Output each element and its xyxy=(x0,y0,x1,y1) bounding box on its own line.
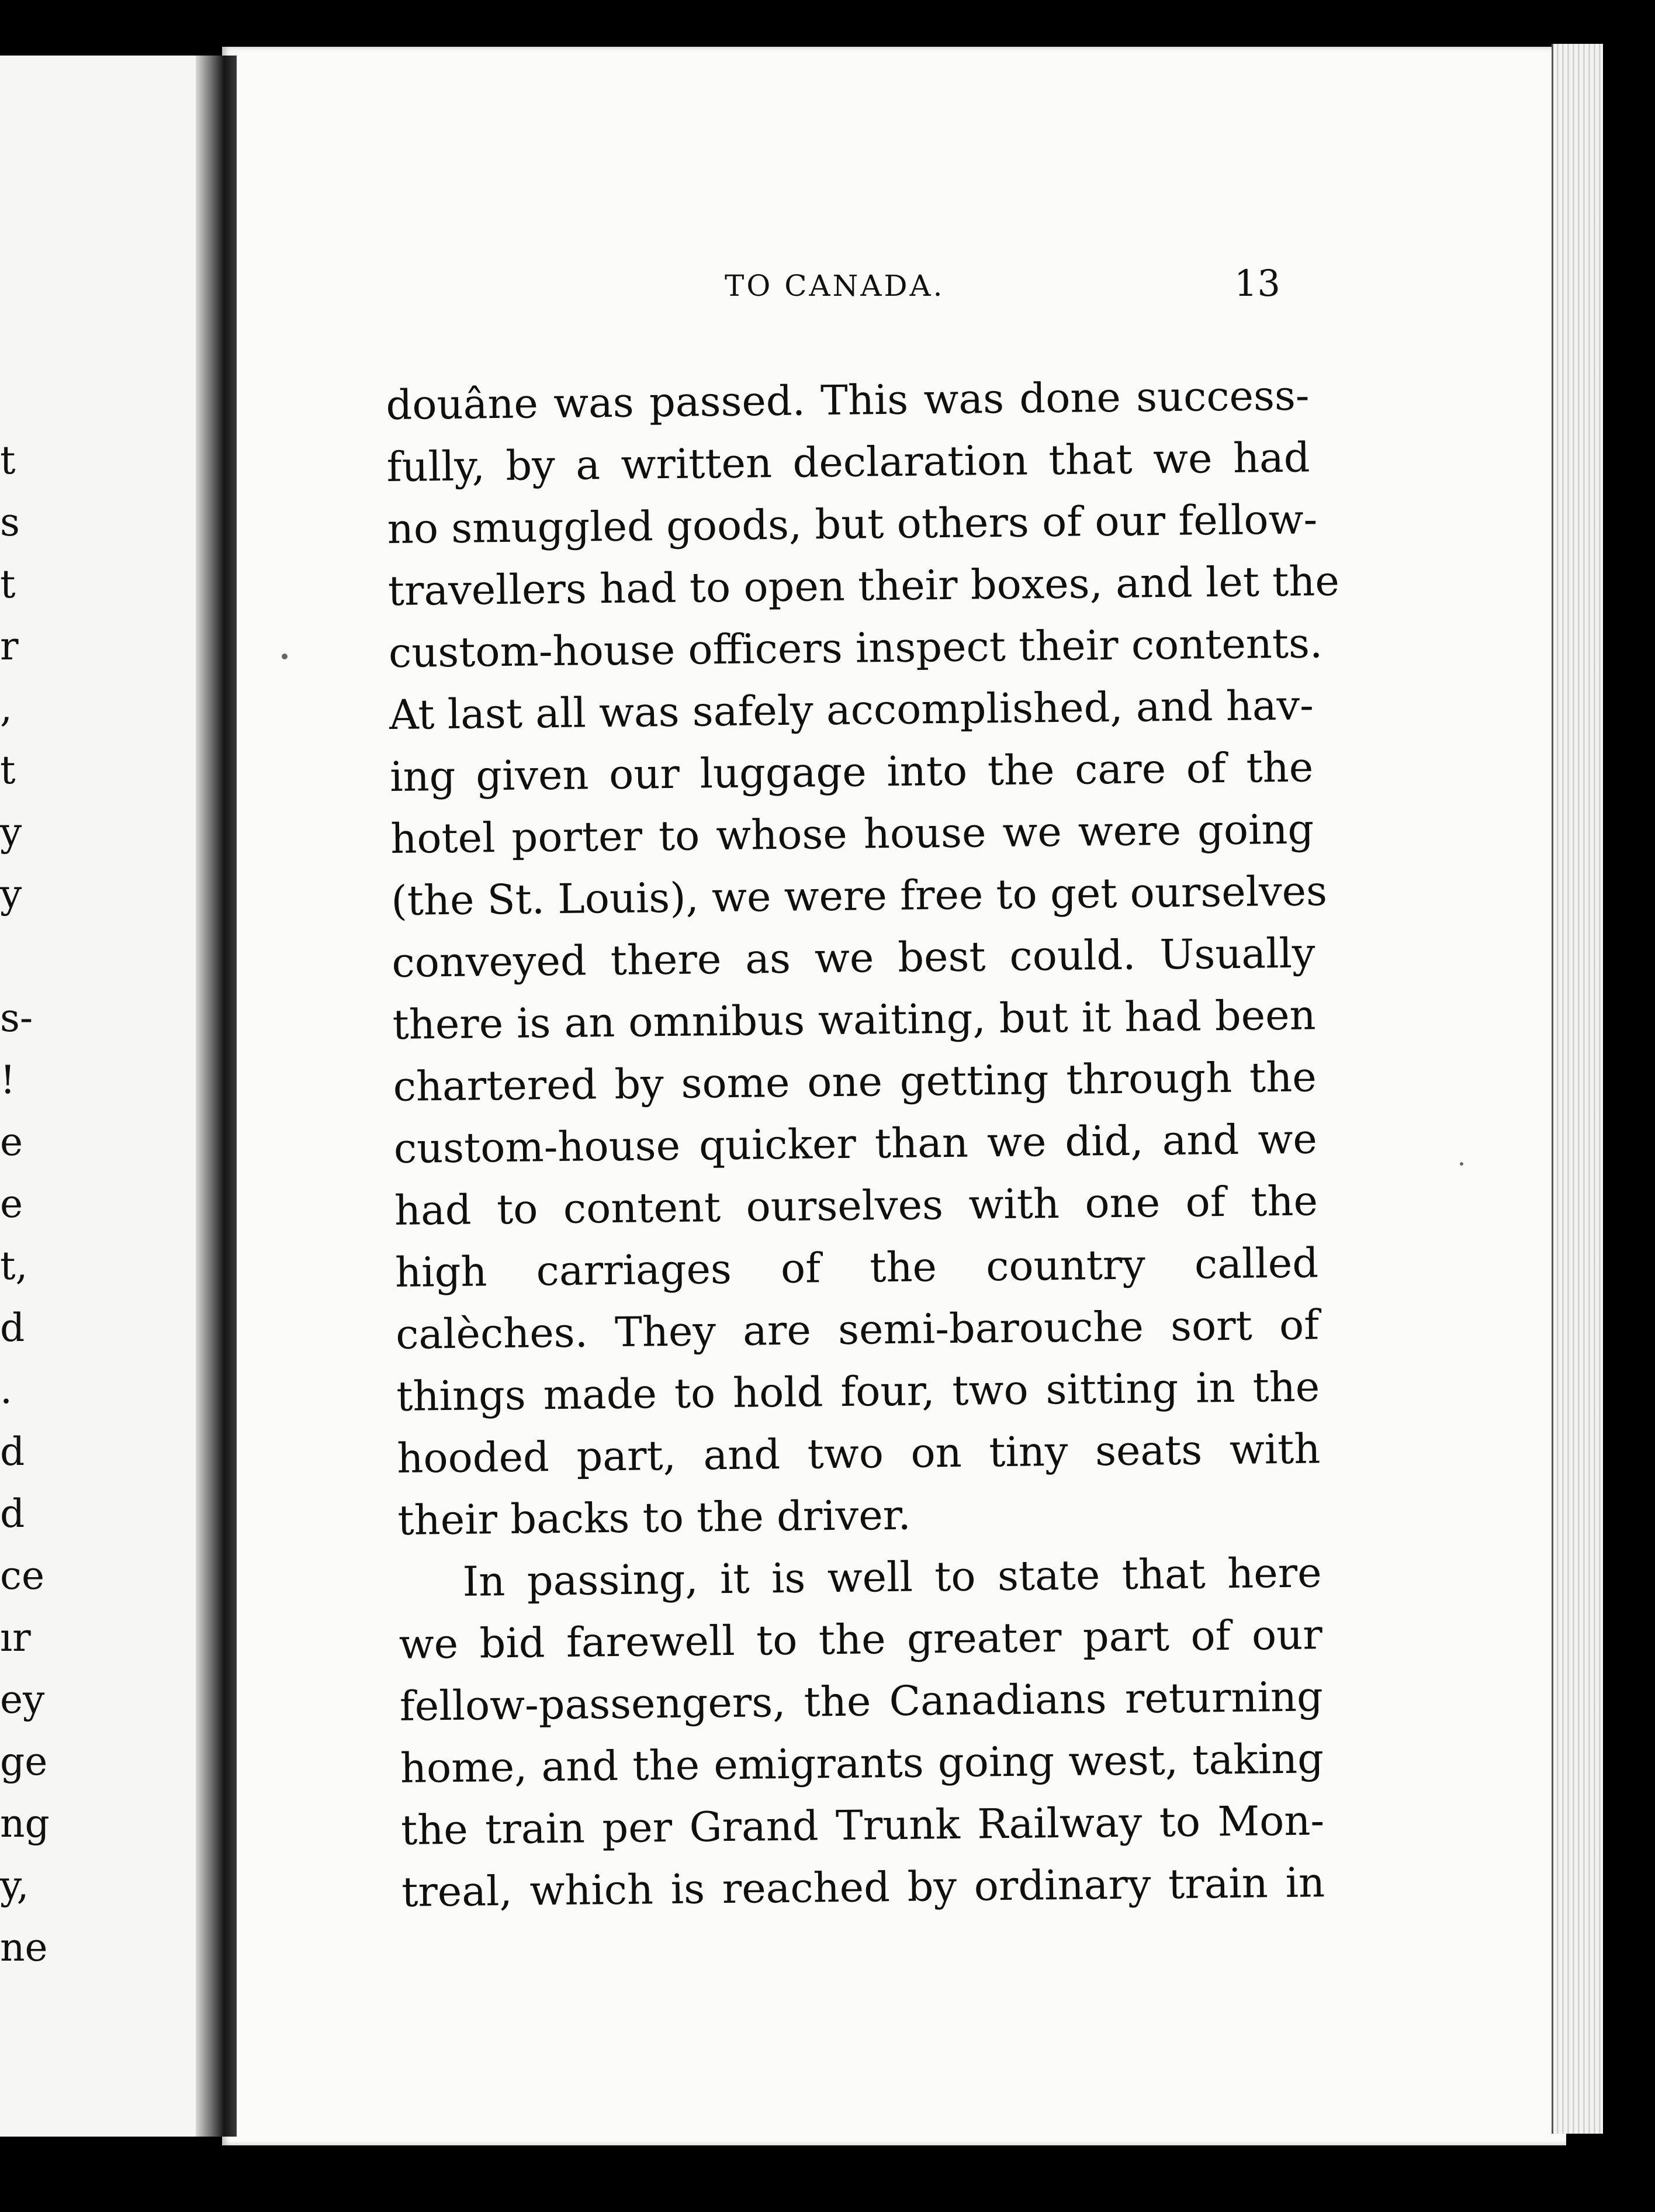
text-line: fully, by a written declaration that we had xyxy=(386,433,1311,491)
line-fragment: . xyxy=(0,1367,12,1412)
text-line: hooded part, and two on tiny seats with xyxy=(396,1425,1321,1482)
line-fragment: ge xyxy=(0,1739,48,1784)
page-number: 13 xyxy=(1234,262,1280,305)
line-fragment: t xyxy=(0,562,16,607)
line-fragment: d xyxy=(0,1305,25,1350)
line-fragment: y xyxy=(0,872,22,917)
line-fragment: t xyxy=(0,438,16,483)
line-fragment: y, xyxy=(0,1863,29,1908)
line-fragment: e xyxy=(0,1181,23,1226)
text-line: conveyed there as we best could. Usually xyxy=(392,929,1315,987)
text-line: we bid farewell to the greater part of our xyxy=(399,1610,1323,1668)
text-line: treal, which is reached by ordinary train in xyxy=(401,1858,1325,1916)
running-title: TO CANADA. xyxy=(725,269,945,303)
line-fragment: s xyxy=(0,500,20,545)
text-line: chartered by some one getting through the xyxy=(393,1053,1317,1111)
text-line: fellow-passengers, the Canadians returning xyxy=(399,1672,1324,1730)
text-line: ing given our luggage into the care of the xyxy=(389,743,1314,801)
line-fragment: ng xyxy=(0,1801,50,1846)
text-line: high carriages of the country called xyxy=(394,1239,1319,1297)
line-fragment: t xyxy=(0,748,16,793)
line-fragment: ! xyxy=(0,1057,16,1102)
text-line: had to content ourselves with one of the xyxy=(394,1177,1318,1235)
text-line: custom-house quicker than we did, and we xyxy=(393,1115,1318,1173)
line-fragment: d xyxy=(0,1491,25,1536)
text-line: there is an omnibus waiting, but it had been xyxy=(392,991,1316,1049)
line-fragment: t, xyxy=(0,1243,28,1288)
text-line: travellers had to open their boxes, and let the xyxy=(387,557,1340,615)
text-line: (the St. Louis), we were free to get ourselves xyxy=(391,867,1328,925)
text-line: calèches. They are semi-barouche sort of xyxy=(395,1301,1320,1359)
text-line: things made to hold four, two sitting in the xyxy=(396,1363,1320,1420)
line-fragment: ır xyxy=(0,1615,31,1660)
line-fragment: y xyxy=(0,810,22,855)
page-body-text xyxy=(386,364,1340,1923)
text-line: home, and the emigrants going west, taking xyxy=(400,1734,1324,1792)
previous-page-line-endings xyxy=(0,430,50,1979)
text-line: At last all was safely accomplished, and hav- xyxy=(389,681,1314,739)
text-line: the train per Grand Trunk Railway to Mon- xyxy=(400,1796,1325,1854)
line-fragment: ce xyxy=(0,1553,45,1598)
line-fragment: r xyxy=(0,624,19,669)
text-line: no smuggled goods, but others of our fellow- xyxy=(387,495,1318,553)
text-line: their backs to the driver. xyxy=(397,1491,912,1544)
line-fragment xyxy=(0,925,35,987)
line-fragment: e xyxy=(0,1119,23,1164)
text-line: douâne was passed. This was done success- xyxy=(386,371,1310,429)
book-gutter xyxy=(196,56,237,2137)
page-edges xyxy=(1552,44,1603,2134)
line-fragment: ne xyxy=(0,1925,48,1970)
line-fragment: s- xyxy=(0,996,33,1041)
line-fragment: ey xyxy=(0,1677,45,1722)
paper-speck xyxy=(282,654,288,659)
text-line: hotel porter to whose house we were going xyxy=(390,805,1314,863)
line-fragment: , xyxy=(0,686,12,731)
text-line: In passing, it is well to state that here xyxy=(462,1549,1322,1606)
text-line: custom-house officers inspect their contents. xyxy=(388,619,1323,677)
line-fragment: d xyxy=(0,1429,25,1474)
paper-speck xyxy=(1460,1162,1463,1166)
